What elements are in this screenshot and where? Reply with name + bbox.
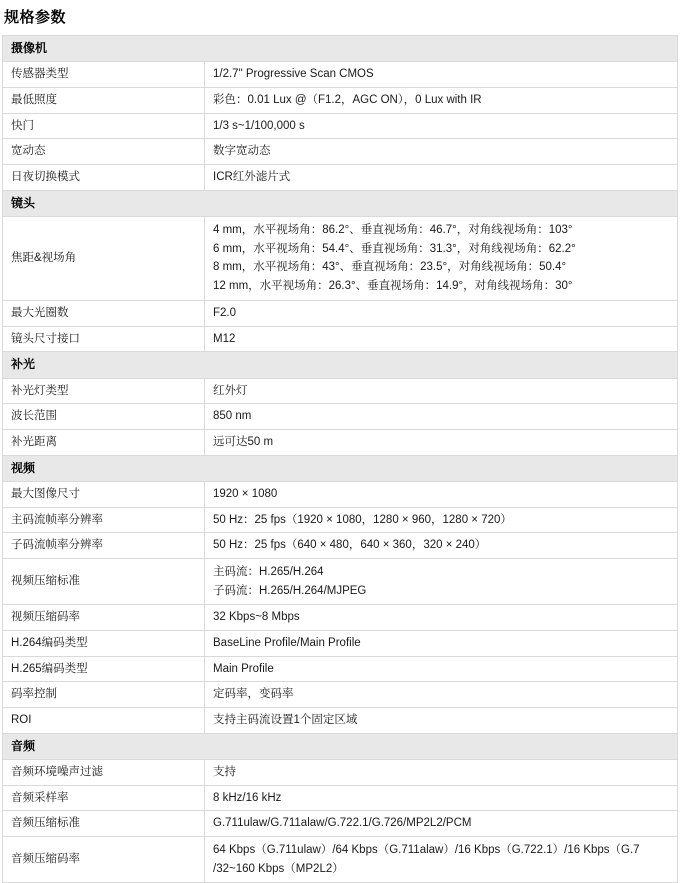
spec-label: 子码流帧率分辨率 (3, 533, 205, 559)
spec-label: 最大光圈数 (3, 300, 205, 326)
table-row (3, 429, 678, 455)
spec-value-line: 4 mm，水平视场角：86.2°、垂直视场角：46.7°，对角线视场角：103° (213, 224, 573, 237)
spec-label: 最低照度 (3, 88, 205, 114)
spec-value-line: 6 mm，水平视场角：54.4°、垂直视场角：31.3°，对角线视场角：62.2° (213, 242, 576, 255)
table-row (3, 837, 678, 883)
spec-value (205, 708, 678, 734)
spec-value (205, 88, 678, 114)
table-row (3, 378, 678, 404)
spec-label: 镜头尺寸接口 (3, 326, 205, 352)
spec-label: 最大图像尺寸 (3, 481, 205, 507)
spec-section-header (3, 352, 678, 378)
spec-value (205, 837, 678, 883)
spec-value-line: F2.0 (213, 306, 237, 319)
spec-label: 音频采样率 (3, 785, 205, 811)
spec-value (205, 326, 678, 352)
table-row (3, 785, 678, 811)
spec-section-header (3, 455, 678, 481)
spec-section-title: 补光 (3, 352, 678, 378)
table-row (3, 533, 678, 559)
spec-value-line: Main Profile (213, 662, 274, 675)
spec-section-header (3, 36, 678, 62)
table-row (3, 656, 678, 682)
spec-value-line: 支持 (213, 766, 236, 779)
spec-section-header (3, 733, 678, 759)
table-row (3, 605, 678, 631)
spec-value (205, 605, 678, 631)
spec-value-line: 数字宽动态 (213, 145, 271, 158)
spec-value (205, 481, 678, 507)
spec-value (205, 656, 678, 682)
spec-label: 日夜切换模式 (3, 165, 205, 191)
table-row (3, 631, 678, 657)
spec-section-header (3, 190, 678, 216)
spec-label: 补光距离 (3, 429, 205, 455)
spec-label: 宽动态 (3, 139, 205, 165)
spec-value-line: 32 Kbps~8 Mbps (213, 611, 300, 624)
spec-label: H.264编码类型 (3, 631, 205, 657)
table-row (3, 300, 678, 326)
spec-page (0, 6, 682, 883)
table-row (3, 708, 678, 734)
spec-value-line: 1920 × 1080 (213, 487, 278, 500)
table-row (3, 507, 678, 533)
spec-value-line: ICR红外滤片式 (213, 171, 291, 184)
spec-value-line: M12 (213, 332, 236, 345)
spec-value (205, 404, 678, 430)
table-row (3, 558, 678, 604)
spec-value (205, 62, 678, 88)
table-row (3, 113, 678, 139)
spec-table-body (3, 36, 678, 883)
spec-value-line: 8 mm，水平视场角：43°、垂直视场角：23.5°，对角线视场角：50.4° (213, 261, 567, 274)
spec-value-line: 50 Hz：25 fps（1920 × 1080，1280 × 960，1280 × 720） (213, 513, 512, 526)
table-row (3, 481, 678, 507)
table-row (3, 217, 678, 301)
spec-value-line: 50 Hz：25 fps（640 × 480，640 × 360，320 × 240） (213, 539, 487, 552)
spec-value (205, 139, 678, 165)
spec-section-title: 摄像机 (3, 36, 678, 62)
spec-value-line: 8 kHz/16 kHz (213, 791, 282, 804)
table-row (3, 760, 678, 786)
spec-label: 波长范围 (3, 404, 205, 430)
spec-value (205, 165, 678, 191)
spec-value-line: 支持主码流设置1个固定区域 (213, 714, 358, 727)
table-row (3, 404, 678, 430)
spec-label: 焦距&视场角 (3, 217, 205, 301)
spec-value (205, 631, 678, 657)
spec-label: H.265编码类型 (3, 656, 205, 682)
spec-section-title: 镜头 (3, 190, 678, 216)
spec-value (205, 113, 678, 139)
spec-value-line: 主码流：H.265/H.264 (213, 565, 324, 578)
spec-section-title: 视频 (3, 455, 678, 481)
table-row (3, 326, 678, 352)
spec-value-line: 850 nm (213, 410, 252, 423)
spec-value (205, 811, 678, 837)
spec-label: 传感器类型 (3, 62, 205, 88)
spec-label: 视频压缩标准 (3, 558, 205, 604)
spec-value-line: 64 Kbps（G.711ulaw）/64 Kbps（G.711alaw）/16 Kbps（G.722.1）/16 Kbps（G.7 (213, 844, 640, 857)
spec-value (205, 682, 678, 708)
table-row (3, 62, 678, 88)
spec-label: 音频压缩码率 (3, 837, 205, 883)
spec-value-line: 远可达50 m (213, 435, 274, 448)
spec-label: 码率控制 (3, 682, 205, 708)
spec-value (205, 533, 678, 559)
spec-section-title: 音频 (3, 733, 678, 759)
table-row (3, 88, 678, 114)
spec-value-line: G.711ulaw/G.711alaw/G.722.1/G.726/MP2L2/PCM (213, 817, 472, 830)
spec-value-line: 定码率，变码率 (213, 688, 294, 701)
spec-value-line: BaseLine Profile/Main Profile (213, 637, 361, 649)
spec-value (205, 785, 678, 811)
spec-value (205, 378, 678, 404)
spec-value (205, 760, 678, 786)
spec-label: 补光灯类型 (3, 378, 205, 404)
spec-value-line: 1/3 s~1/100,000 s (213, 119, 305, 132)
spec-value-line: 12 mm，水平视场角：26.3°、垂直视场角：14.9°，对角线视场角：30° (213, 280, 573, 293)
spec-value-line: 彩色：0.01 Lux @（F1.2，AGC ON），0 Lux with IR (213, 94, 482, 107)
table-row (3, 139, 678, 165)
table-row (3, 811, 678, 837)
spec-label: 音频环境噪声过滤 (3, 760, 205, 786)
table-row (3, 682, 678, 708)
spec-label: 视频压缩码率 (3, 605, 205, 631)
spec-value (205, 300, 678, 326)
spec-value (205, 507, 678, 533)
spec-value-line: /32~160 Kbps（MP2L2） (213, 862, 344, 875)
spec-value-line: 1/2.7" Progressive Scan CMOS (213, 68, 374, 81)
spec-value-line: 子码流：H.265/H.264/MJPEG (213, 584, 367, 597)
page-title: 规格参数 (4, 9, 67, 26)
spec-value-line: 红外灯 (213, 384, 248, 397)
spec-label: 主码流帧率分辨率 (3, 507, 205, 533)
spec-label: 音频压缩标准 (3, 811, 205, 837)
spec-table (2, 35, 678, 883)
spec-label: 快门 (3, 113, 205, 139)
spec-value (205, 429, 678, 455)
spec-value (205, 558, 678, 604)
table-row (3, 165, 678, 191)
spec-value (205, 217, 678, 301)
spec-label: ROI (3, 708, 205, 734)
